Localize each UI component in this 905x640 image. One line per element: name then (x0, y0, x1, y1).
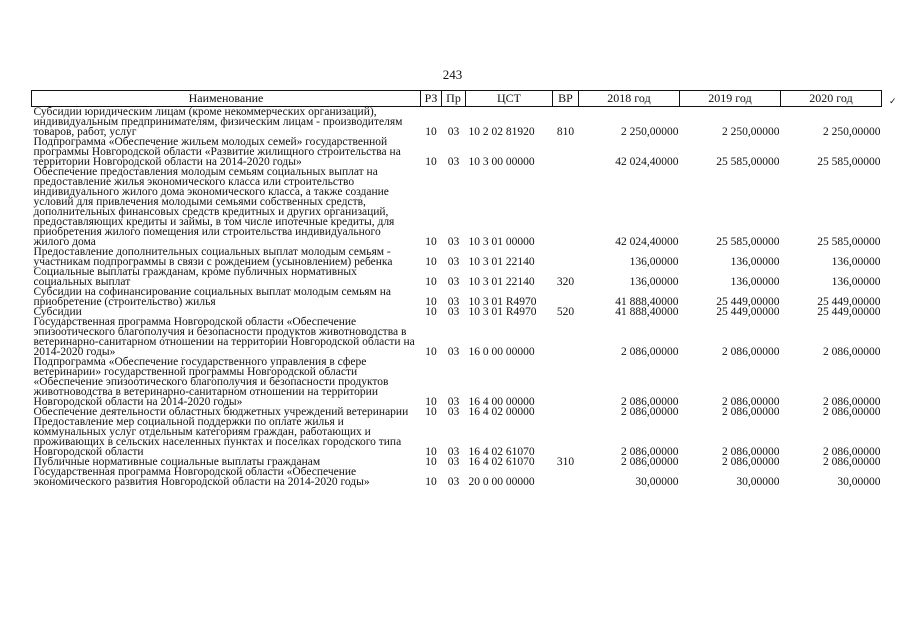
row-pr: 03 (447, 346, 460, 358)
header-cst: ЦСТ (466, 91, 553, 107)
table-row (32, 267, 882, 287)
row-2020: 2 086,00000 (823, 396, 881, 408)
row-2018: 136,00000 (629, 256, 679, 268)
row-rz: 10 (425, 406, 437, 418)
row-2020: 25 585,00000 (817, 236, 881, 248)
row-rz: 10 (425, 256, 437, 268)
row-vr: 320 (556, 276, 575, 288)
row-vr (553, 247, 579, 267)
row-name: Обеспечение деятельности областных бюджетных учреждений ветеринарии (33, 406, 409, 418)
row-vr (553, 317, 579, 357)
row-vr (553, 357, 579, 407)
page-number: 243 (442, 67, 463, 82)
row-rz: 10 (425, 296, 437, 308)
row-2019: 30,00000 (736, 476, 780, 488)
row-vr (553, 417, 579, 457)
row-rz: 10 (425, 156, 437, 168)
row-name: Социальные выплаты гражданам, кроме публичных нормативных социальных выплат (33, 266, 357, 288)
table-row (32, 357, 882, 407)
row-name: Подпрограмма «Обеспечение государственного управления в сфере ветеринарии» государственной программы Новгородской области «Обеспечение эпизоотического благополучия и безопасности продуктов животноводства в ветеринарно-санитарном отношении на территории Новгородской области на 2014-2020 годы» (33, 356, 389, 408)
row-2019: 2 086,00000 (722, 446, 780, 458)
row-cst: 10 3 01 22140 (468, 256, 535, 268)
row-2020: 2 086,00000 (823, 346, 881, 358)
row-2018: 2 086,00000 (621, 446, 679, 458)
table-row (32, 417, 882, 457)
row-2018: 30,00000 (635, 476, 679, 488)
row-2018: 2 086,00000 (621, 346, 679, 358)
table-row (32, 137, 882, 167)
header-pr: Пр (442, 91, 466, 107)
row-pr: 03 (447, 126, 460, 138)
row-pr: 03 (447, 406, 460, 418)
row-name: Предоставление мер социальной поддержки по оплате жилья и коммунальных услуг отдельным категориям граждан, работающих и проживающих в сельских населенных пунктах и поселках городского типа Новгородской области (33, 416, 402, 458)
row-cst: 10 3 01 R4970 (468, 306, 537, 318)
row-pr: 03 (447, 396, 460, 408)
row-rz: 10 (425, 306, 437, 318)
row-pr: 03 (447, 446, 460, 458)
row-2020: 25 449,00000 (817, 296, 881, 308)
row-vr (553, 407, 579, 417)
row-vr (553, 287, 579, 307)
table-row (32, 247, 882, 267)
row-cst: 10 3 00 00000 (468, 156, 535, 168)
row-2019: 25 449,00000 (716, 296, 780, 308)
row-2019: 25 585,00000 (716, 236, 780, 248)
row-vr: 310 (556, 456, 575, 468)
row-2018: 2 250,00000 (621, 126, 679, 138)
row-2019: 25 449,00000 (716, 306, 780, 318)
row-2018: 2 086,00000 (621, 396, 679, 408)
row-2019: 2 086,00000 (722, 396, 780, 408)
row-2020: 2 086,00000 (823, 456, 881, 468)
row-2018: 136,00000 (629, 276, 679, 288)
header-2018: 2018 год (579, 91, 680, 107)
row-rz: 10 (425, 126, 437, 138)
row-name: Субсидии юридическим лицам (кроме некоммерческих организаций), индивидуальным предпринимателям, физическим лицам - производителям товаров, работ, услуг (33, 106, 403, 138)
row-rz: 10 (425, 476, 437, 488)
row-2019: 136,00000 (730, 256, 780, 268)
row-2020: 30,00000 (837, 476, 881, 488)
row-cst: 10 2 02 81920 (468, 126, 535, 138)
row-2019: 2 250,00000 (722, 126, 780, 138)
row-pr: 03 (447, 456, 460, 468)
table-row (32, 287, 882, 307)
row-2020: 136,00000 (831, 256, 881, 268)
header-name: Наименование (32, 91, 421, 107)
row-pr: 03 (447, 296, 460, 308)
row-rz: 10 (425, 396, 437, 408)
header-2019: 2019 год (680, 91, 781, 107)
row-rz: 10 (425, 456, 437, 468)
row-name: Субсидии (33, 306, 82, 318)
row-rz: 10 (425, 346, 437, 358)
row-cst: 10 3 01 R4970 (468, 296, 537, 308)
header-vr: ВР (553, 91, 579, 107)
row-2018: 2 086,00000 (621, 406, 679, 418)
row-vr (553, 467, 579, 487)
row-2019: 2 086,00000 (722, 456, 780, 468)
table-row (32, 317, 882, 357)
row-2019: 2 086,00000 (722, 346, 780, 358)
row-cst: 10 3 01 00000 (468, 236, 535, 248)
row-name: Публичные нормативные социальные выплаты гражданам (33, 456, 321, 468)
row-cst: 16 4 00 00000 (468, 396, 535, 408)
header-2020: 2020 год (781, 91, 882, 107)
row-2018: 42 024,40000 (615, 236, 679, 248)
row-2020: 2 250,00000 (823, 126, 881, 138)
margin-checkmark: ✓ (889, 96, 897, 106)
row-cst: 16 4 02 61070 (468, 446, 535, 458)
row-name: Предоставление дополнительных социальных выплат молодым семьям - участникам подпрограммы в связи с рождением (усыновлением) ребенка (33, 246, 393, 268)
row-2019: 2 086,00000 (722, 406, 780, 418)
row-2020: 2 086,00000 (823, 446, 881, 458)
row-cst: 16 4 02 61070 (468, 456, 535, 468)
table-body (32, 107, 882, 488)
row-2018: 41 888,40000 (615, 296, 679, 308)
row-2020: 25 585,00000 (817, 156, 881, 168)
row-2019: 25 585,00000 (716, 156, 780, 168)
row-name: Подпрограмма «Обеспечение жильем молодых семей» государственной программы Новгородской области «Развитие жилищного строительства на территории Новгородской области на 2014-2020 годы» (33, 136, 401, 168)
header-rz: РЗ (421, 91, 442, 107)
row-pr: 03 (447, 256, 460, 268)
row-cst: 20 0 00 00000 (468, 476, 535, 488)
row-pr: 03 (447, 276, 460, 288)
row-cst: 16 4 02 00000 (468, 406, 535, 418)
row-rz: 10 (425, 236, 437, 248)
row-vr (553, 167, 579, 247)
row-vr: 810 (556, 126, 575, 138)
row-vr (553, 137, 579, 167)
budget-table (31, 90, 882, 487)
row-name: Государственная программа Новгородской области «Обеспечение эпизоотического благополучия и безопасности продуктов животноводства в ветеринарно-санитарном отношении на территории Новгородской области на 2014-2020 годы» (33, 316, 415, 358)
row-rz: 10 (425, 446, 437, 458)
row-2020: 136,00000 (831, 276, 881, 288)
row-pr: 03 (447, 236, 460, 248)
row-2020: 2 086,00000 (823, 406, 881, 418)
row-pr: 03 (447, 476, 460, 488)
row-pr: 03 (447, 306, 460, 318)
row-2019: 136,00000 (730, 276, 780, 288)
row-rz: 10 (425, 276, 437, 288)
row-vr: 520 (556, 306, 575, 318)
table-row (32, 107, 882, 138)
row-pr: 03 (447, 156, 460, 168)
row-2018: 41 888,40000 (615, 306, 679, 318)
table-row (32, 467, 882, 487)
table-header (32, 91, 882, 107)
row-cst: 16 0 00 00000 (468, 346, 535, 358)
row-name: Субсидии на софинансирование социальных выплат молодым семьям на приобретение (строительство) жилья (33, 286, 392, 308)
row-2018: 42 024,40000 (615, 156, 679, 168)
row-2018: 2 086,00000 (621, 456, 679, 468)
table-row (32, 167, 882, 247)
row-cst: 10 3 01 22140 (468, 276, 535, 288)
row-name: Государственная программа Новгородской области «Обеспечение экономического развития Новгородской области на 2014-2020 годы» (33, 466, 370, 488)
row-name: Обеспечение предоставления молодым семьям социальных выплат на предоставление жилья экономического класса или строительство индивидуального жилого дома экономического класса, а также создание условий для привлечения молодыми семьями собственных средств, дополнительных финансовых средств кредитных и других организаций, предоставляющих кредиты и займы, в том числе ипотечные кредиты, для приобретения жилого помещения или строительства индивидуального жилого дома (33, 166, 395, 248)
row-2020: 25 449,00000 (817, 306, 881, 318)
